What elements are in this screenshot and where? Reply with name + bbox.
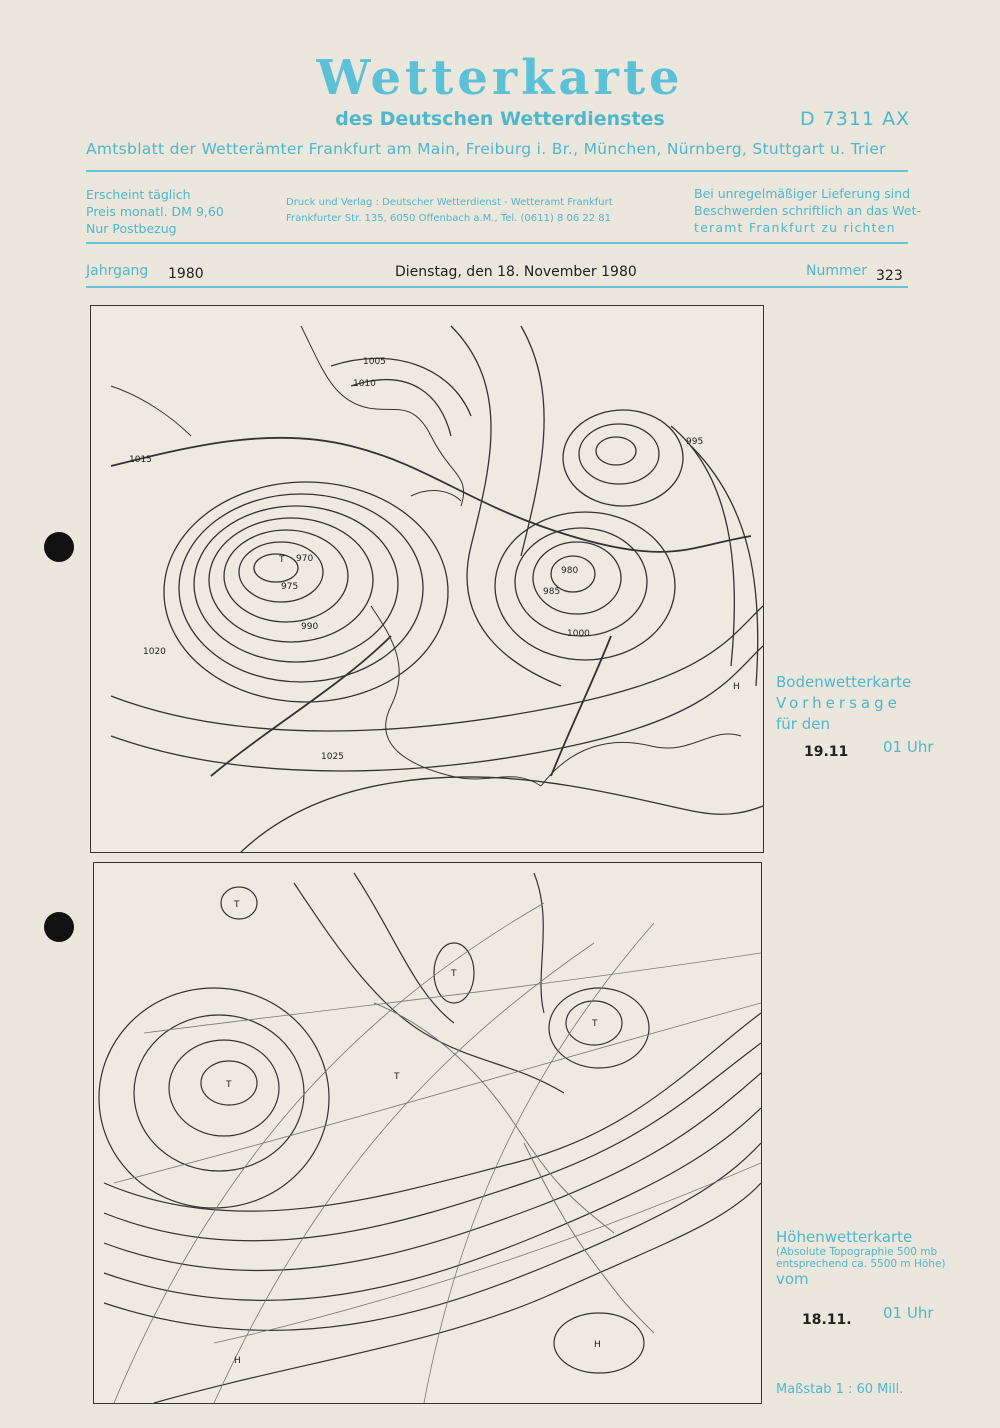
upper-air-map [93,862,762,1404]
isobar-label: 995 [686,437,704,447]
isobar-label: 975 [281,582,299,592]
header-rule-3 [86,286,908,288]
info-line: Beschwerden schriftlich an das Wet- [694,203,922,218]
pressure-low-marker: T [234,900,240,910]
pressure-high-marker: H [733,682,740,692]
isobar-label: 980 [561,566,579,576]
upper-time: 01 Uhr [883,1304,934,1322]
pressure-high-marker: H [594,1340,601,1350]
isobar-label: 1010 [353,379,376,389]
pressure-low-marker: T [592,1019,598,1029]
info-line: Druck und Verlag : Deutscher Wetterdienst - Wetteramt Frankfurt [286,197,613,208]
info-line: Bei unregelmäßiger Lieferung sind [694,186,911,201]
info-line: teramt Frankfurt zu richten [694,220,896,235]
isobar-label: 1005 [363,357,386,367]
info-line: Erscheint täglich [86,187,191,202]
pressure-low-marker: T [279,555,285,565]
upper-caption-line-3: entsprechend ca. 5500 m Höhe) [776,1258,946,1270]
isobar-label: 1015 [129,455,152,465]
right-info [694,185,921,236]
publication-code: D 7311 AX [800,108,911,130]
upper-caption [776,1228,946,1288]
nummer-label: Nummer [806,263,867,279]
isobar-label: 970 [296,554,314,564]
info-line: Frankfurter Str. 135, 6050 Offenbach a.M., Tel. (0611) 8 06 22 81 [286,213,612,224]
left-info [86,186,224,237]
surface-caption-vorhersage: Vorhersage [776,694,901,712]
surface-caption-fuer: für den [776,715,830,733]
masthead-subtitle: des Deutschen Wetterdienstes [335,108,665,130]
upper-date: 18.11. [802,1312,852,1328]
nummer-value: 323 [876,268,903,284]
info-line: Nur Postbezug [86,221,177,236]
surface-caption-title: Bodenwetterkarte [776,673,912,691]
isobar-label: 1020 [143,647,166,657]
surface-weather-map [90,305,764,853]
center-info [286,195,613,227]
surface-date: 19.11 [804,744,849,760]
info-line: Preis monatl. DM 9,60 [86,204,224,219]
pressure-low-marker: T [226,1080,232,1090]
upper-caption-line-2: (Absolute Topographie 500 mb [776,1246,938,1258]
isobar-label: 1000 [567,629,590,639]
pressure-high-marker: H [234,1356,241,1366]
masthead-title: Wetterkarte [316,50,684,106]
jahrgang-label: Jahrgang [86,263,149,279]
pressure-low-marker: T [394,1072,400,1082]
header-rule-1 [86,170,908,172]
pressure-low-marker: T [451,969,457,979]
punch-hole-top [44,532,74,562]
isobar-label: 1025 [321,752,344,762]
surface-map-drawing [91,306,763,852]
surface-caption [776,672,911,735]
isobar-label: 985 [543,587,561,597]
isobar-label: 990 [301,622,319,632]
upper-caption-title: Höhenwetterkarte [776,1228,913,1246]
surface-time: 01 Uhr [883,738,934,756]
amtsblatt-line: Amtsblatt der Wetterämter Frankfurt am Main, Freiburg i. Br., München, Nürnberg, Stuttgart u. Trier [86,140,886,158]
punch-hole-bottom [44,912,74,942]
issue-date: Dienstag, den 18. November 1980 [395,264,637,280]
upper-map-drawing [94,863,761,1403]
header-rule-2 [86,242,908,244]
upper-caption-vom: vom [776,1270,809,1288]
jahrgang-value: 1980 [168,266,204,282]
map-scale: Maßstab 1 : 60 Mill. [776,1382,904,1397]
